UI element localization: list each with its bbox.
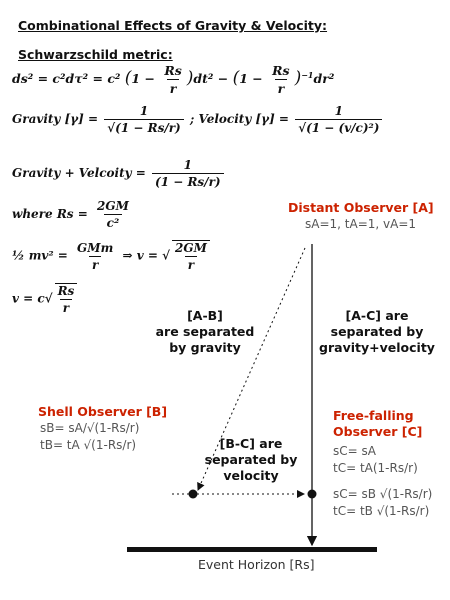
shell-observer-title: Shell Observer [B] <box>38 404 168 419</box>
combined-equation: Gravity + Velcoity = $\frac{1}{(1 - Rs/r)}$ <box>12 158 226 189</box>
bc-separation-label: [B-C] are separated by velocity <box>204 436 298 483</box>
gamma-equations: Gravity [γ] = $\frac{1}{√(1 - Rs/r)}$ ; Velocity [γ] = $\frac{1}{\text{√(1 − (v/c)²)}}$ <box>12 104 384 135</box>
schwarzschild-equation: ds² = c²dτ² = c² (1 − $\frac{Rs}{r}$ )dt² − (1 − $\frac{Rs}{r}$ )$^{-1}$dr² <box>12 63 335 96</box>
ab-separation-label: [A-B] are separated by gravity <box>155 308 255 355</box>
escape-velocity-equation: ½ mv² = $\frac{\text{GMm}}{r}$ ⇒ v = √ $\frac{2GM}{r}$ <box>12 240 212 272</box>
falling-observer-values-bottom: sC= sB √(1-Rs/r) tC= tB √(1-Rs/r) <box>333 487 433 518</box>
falling-observer-values-top: sC= sA tC= tA(1-Rs/r) <box>333 444 418 475</box>
event-horizon-bar <box>127 547 377 552</box>
page-title: Combinational Effects of Gravity & Velocity: <box>18 18 328 33</box>
distant-observer-title: Distant Observer [A] <box>288 200 434 215</box>
shell-observer-values: sB= sA/√(1-Rs/r) tB= tA √(1-Rs/r) <box>40 421 140 452</box>
metric-lhs: ds² = c²dτ² = c² <box>12 71 121 86</box>
section-subtitle: Schwarzschild metric: <box>18 47 173 62</box>
event-horizon-label: Event Horizon [Rs] <box>198 557 315 572</box>
falling-observer-title: Free-falling Observer [C] <box>333 408 423 439</box>
ac-separation-label: [A-C] are separated by gravity+velocity <box>319 308 435 355</box>
rs-definition: where Rs = $\frac{2GM}{\text{c²}}$ <box>12 199 129 230</box>
distant-observer-values: sA=1, tA=1, vA=1 <box>305 217 417 231</box>
falling-observer-dot <box>308 490 317 499</box>
shell-observer-dot <box>189 490 198 499</box>
velocity-equation: v = c√ $\frac{Rs}{r}$ <box>12 283 79 315</box>
